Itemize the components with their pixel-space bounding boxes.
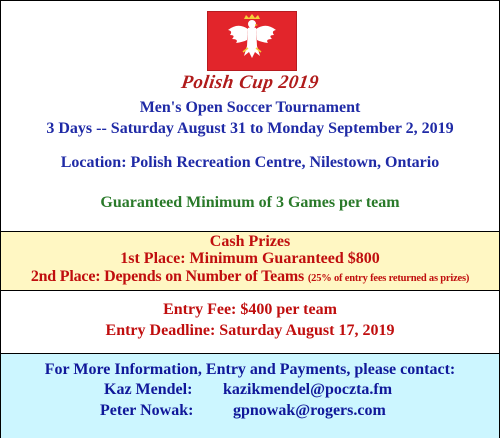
contact-heading: For More Information, Entry and Payments, please contact:: [44, 361, 456, 378]
polish-flag-icon: [207, 11, 297, 71]
contact-name-kaz: Kaz Mendel:: [104, 381, 193, 398]
second-place-row: [1, 268, 499, 286]
white-eagle-icon: [208, 12, 296, 70]
entry-deadline: Entry Deadline: Saturday August 17, 2019: [105, 322, 395, 339]
second-place-prize: 2nd Place: Depends on Number of Teams: [30, 268, 305, 285]
first-place-prize: 1st Place: Minimum Guaranteed $800: [120, 250, 380, 267]
entry-fee: Entry Fee: $400 per team: [163, 301, 337, 318]
contact-email-kaz[interactable]: kazikmendel@poczta.fm: [223, 381, 393, 398]
games-guarantee: Guaranteed Minimum of 3 Games per team: [100, 194, 400, 211]
contact-section: [1, 353, 499, 438]
cash-prizes-section: [1, 231, 499, 291]
tournament-dates: 3 Days -- Saturday August 31 to Monday September 2, 2019: [46, 120, 454, 137]
contact-email-peter[interactable]: gpnowak@rogers.com: [233, 402, 386, 419]
tournament-location: Location: Polish Recreation Centre, Nilestown, Ontario: [60, 154, 440, 171]
tournament-title: Polish Cup 2019: [179, 72, 321, 93]
contact-name-peter: Peter Nowak:: [100, 402, 194, 419]
tournament-subtitle: Men's Open Soccer Tournament: [139, 99, 361, 116]
cash-prizes-heading: Cash Prizes: [209, 233, 291, 250]
second-place-note: (25% of entry fees returned as prizes): [307, 273, 470, 284]
